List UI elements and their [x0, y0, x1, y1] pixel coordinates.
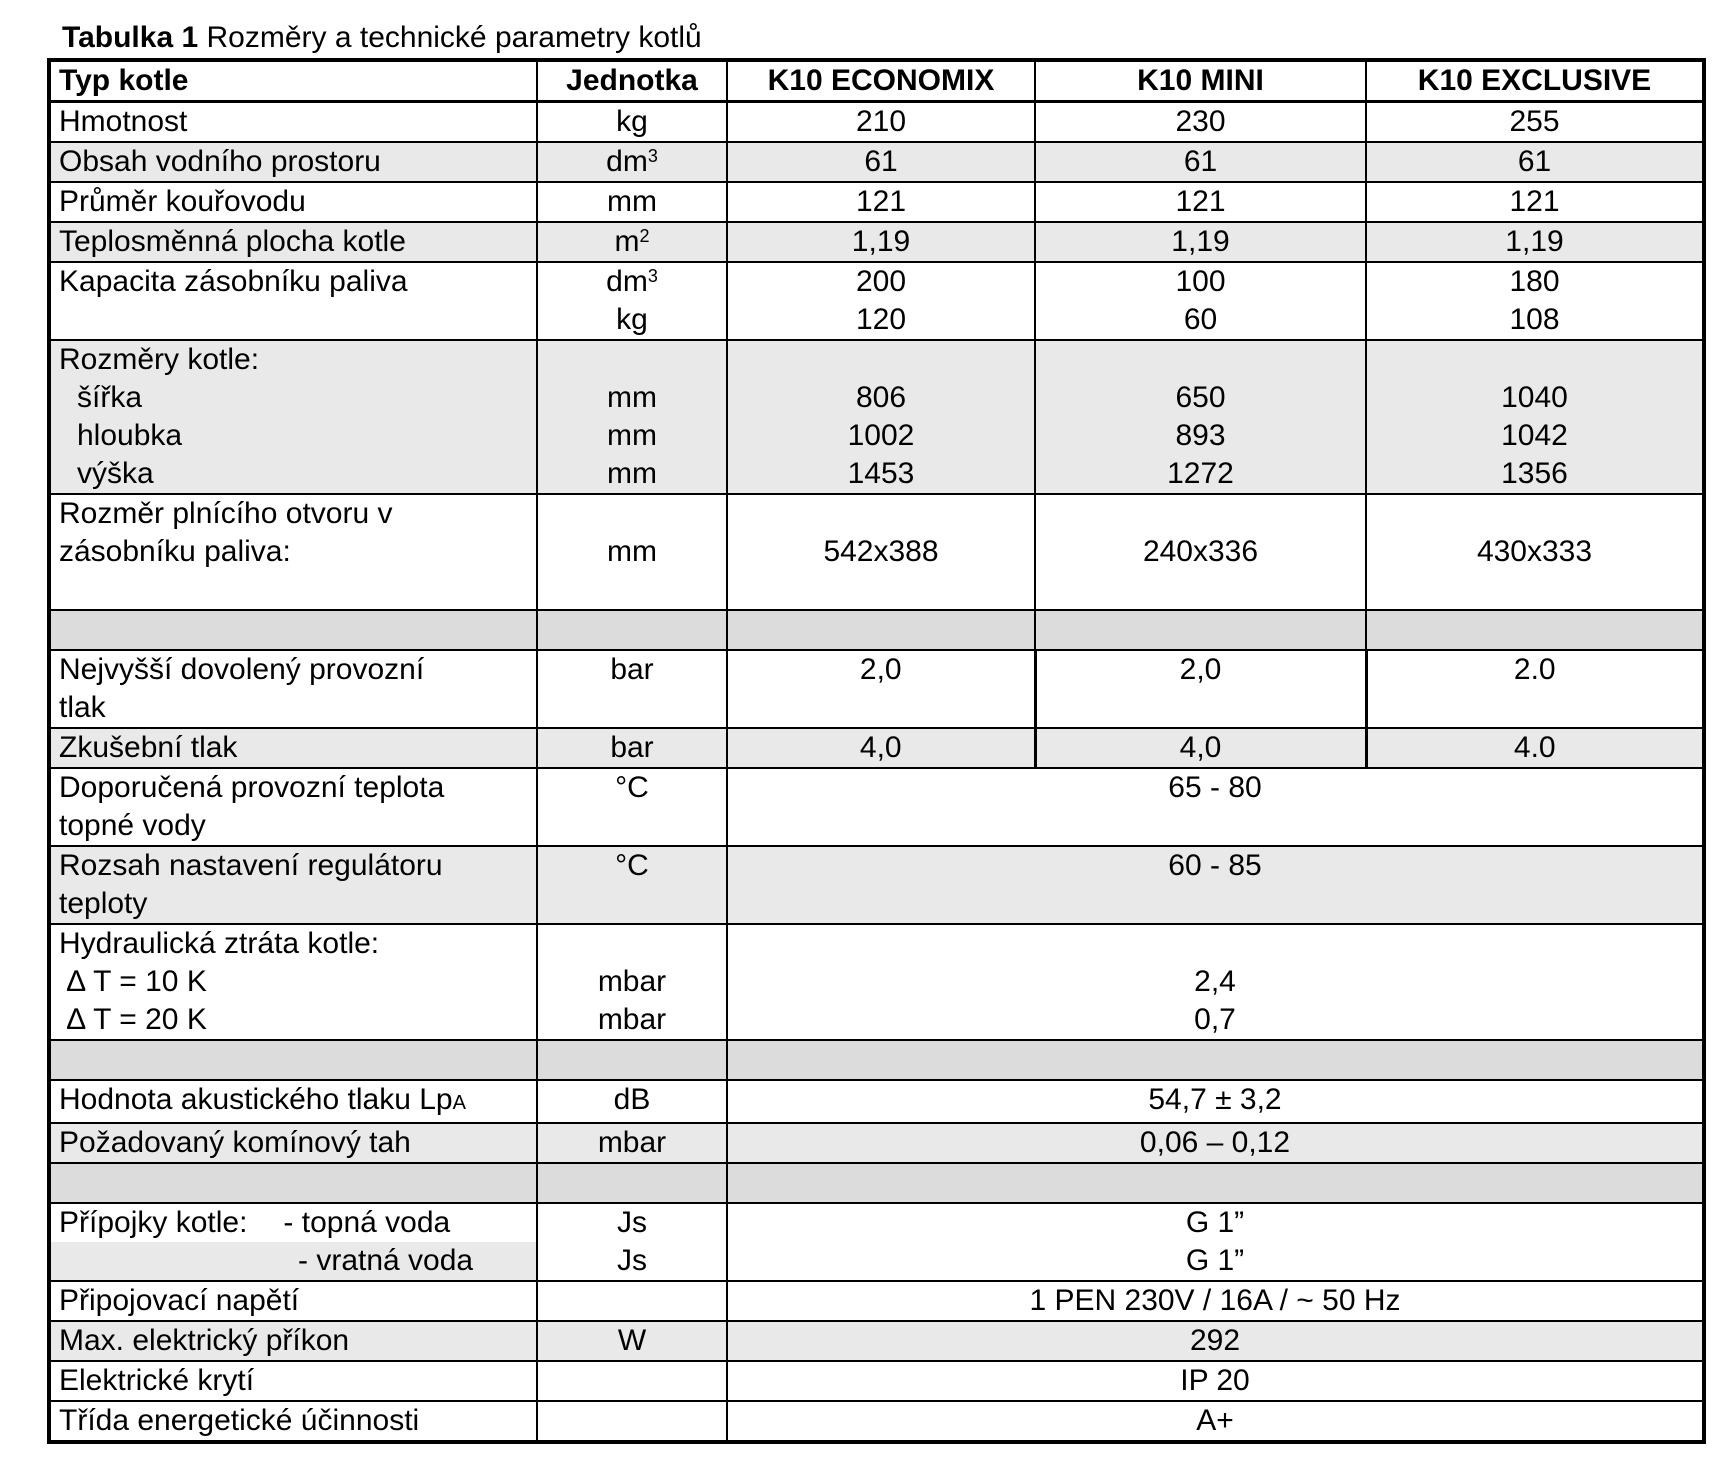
value-mini: 230 — [1035, 102, 1366, 143]
value-line: 2,4 — [1194, 965, 1236, 998]
table-row — [49, 222, 1704, 262]
value-economix — [727, 340, 1035, 494]
header-economix: K10 ECONOMIX — [727, 60, 1035, 102]
row-label — [49, 1203, 537, 1281]
value-all-models: IP 20 — [727, 1361, 1704, 1401]
value-line: 0,7 — [1194, 1003, 1236, 1036]
separator-row — [49, 1163, 1704, 1203]
row-label-line: Doporučená provozní teplota — [59, 771, 445, 804]
row-sublabel: výška — [77, 457, 154, 490]
unit-base: m — [614, 225, 640, 258]
value-all-models — [727, 924, 1704, 1040]
caption-number: Tabulka 1 — [62, 21, 199, 54]
row-label: Kapacita zásobníku paliva — [49, 262, 537, 340]
value-line: 650 — [1175, 381, 1226, 414]
row-label — [49, 768, 537, 846]
table-row — [49, 1080, 1704, 1123]
row-label-main: Hydraulická ztráta kotle: — [59, 927, 380, 960]
header-row — [49, 60, 1704, 102]
value-line: 1042 — [1501, 419, 1568, 452]
unit-base: dm — [606, 265, 648, 298]
value-line: 200 — [855, 265, 907, 298]
value-economix — [727, 494, 1035, 610]
header-exclusive: K10 EXCLUSIVE — [1366, 60, 1704, 102]
value-line: 806 — [855, 381, 907, 414]
separator-cell — [1366, 610, 1704, 650]
value-mini — [1035, 494, 1366, 610]
value-line: 1002 — [847, 419, 915, 452]
row-label-main: Rozměry kotle: — [59, 343, 260, 376]
value-economix: 210 — [727, 102, 1035, 143]
row-label: Průměr kouřovodu — [49, 182, 537, 222]
value-line: 1272 — [1167, 457, 1234, 490]
value-all-models: A+ — [727, 1401, 1704, 1442]
unit-line: mm — [607, 381, 657, 414]
value-all-models: 65 - 80 — [727, 768, 1704, 846]
value-exclusive: 61 — [1366, 142, 1704, 182]
row-label — [49, 650, 537, 728]
table-row — [49, 182, 1704, 222]
row-label: Elektrické krytí — [49, 1361, 537, 1401]
row-sublabel: šířka — [77, 381, 143, 414]
caption-text: Rozměry a technické parametry kotlů — [198, 21, 702, 54]
row-unit — [537, 494, 727, 610]
row-unit — [537, 924, 727, 1040]
separator-cell — [537, 1040, 727, 1080]
value-exclusive: 1,19 — [1366, 222, 1704, 262]
value-line: 180 — [1509, 265, 1560, 298]
row-label-main: Přípojky kotle: — [59, 1206, 248, 1239]
row-sublabel: - topná voda — [283, 1206, 451, 1239]
unit-line: mm — [607, 419, 657, 452]
row-sublabel: hloubka — [77, 419, 183, 452]
table-row — [49, 1203, 1704, 1281]
value-exclusive: 121 — [1366, 182, 1704, 222]
row-unit: W — [537, 1321, 727, 1361]
value-all-models: 60 - 85 — [727, 846, 1704, 924]
unit-line: kg — [616, 303, 648, 336]
row-unit: bar — [537, 728, 727, 768]
value-line: 542x388 — [823, 535, 939, 568]
value-mini: 2,0 — [1035, 650, 1366, 728]
row-label-line: tlak — [59, 691, 106, 724]
value-all-models: 1 PEN 230V / 16A / ~ 50 Hz — [727, 1281, 1704, 1321]
row-unit: °C — [537, 846, 727, 924]
unit-line: mbar — [597, 965, 667, 998]
row-unit: mm — [537, 182, 727, 222]
separator-cell — [727, 610, 1035, 650]
row-unit — [537, 1203, 727, 1281]
row-label — [49, 1080, 537, 1123]
value-exclusive — [1366, 340, 1704, 494]
separator-cell — [727, 1163, 1704, 1203]
table-caption — [62, 20, 702, 56]
value-line: 1356 — [1501, 457, 1568, 490]
table-row — [49, 924, 1704, 1040]
separator-row — [49, 610, 1704, 650]
unit-exponent: 3 — [647, 146, 658, 166]
row-label: Max. elektrický příkon — [49, 1321, 537, 1361]
unit-exponent: 2 — [639, 226, 650, 246]
row-label-line — [51, 1204, 536, 1242]
separator-cell — [727, 1040, 1704, 1080]
value-exclusive — [1366, 494, 1704, 610]
row-label: Požadovaný komínový tah — [49, 1123, 537, 1163]
row-label-line — [51, 1242, 536, 1280]
row-label — [49, 340, 537, 494]
row-label-line: zásobníku paliva: — [59, 535, 291, 568]
row-unit: kg — [537, 102, 727, 143]
value-line: 893 — [1175, 419, 1226, 452]
separator-cell — [537, 610, 727, 650]
row-label: Hmotnost — [49, 102, 537, 143]
value-line: 100 — [1175, 265, 1226, 298]
value-economix: 121 — [727, 182, 1035, 222]
value-line: 60 — [1183, 303, 1218, 336]
value-mini: 4,0 — [1035, 728, 1366, 768]
row-label-line: Rozsah nastavení regulátoru — [59, 849, 443, 882]
separator-row — [49, 1040, 1704, 1080]
unit-line: Js — [617, 1244, 647, 1277]
row-unit: dB — [537, 1080, 727, 1123]
value-exclusive — [1366, 262, 1704, 340]
value-mini: 121 — [1035, 182, 1366, 222]
row-unit — [537, 262, 727, 340]
unit-exponent: 3 — [647, 266, 658, 286]
row-label: Připojovací napětí — [49, 1281, 537, 1321]
table-row — [49, 768, 1704, 846]
separator-cell — [537, 1163, 727, 1203]
value-line: 430x333 — [1476, 535, 1593, 568]
table-row — [49, 1281, 1704, 1321]
row-unit — [537, 1281, 727, 1321]
header-mini: K10 MINI — [1035, 60, 1366, 102]
row-unit — [537, 1401, 727, 1442]
row-label — [49, 924, 537, 1040]
table-row — [49, 340, 1704, 494]
row-label-line: Rozměr plnícího otvoru v — [59, 497, 393, 530]
boiler-parameters-table — [47, 58, 1706, 1444]
header-unit: Jednotka — [537, 60, 727, 102]
separator-cell — [49, 1040, 537, 1080]
row-label-text: Hodnota akustického tlaku Lp — [59, 1083, 453, 1116]
value-economix: 1,19 — [727, 222, 1035, 262]
row-label-line: topné vody — [59, 809, 206, 842]
table-row — [49, 102, 1704, 143]
row-unit — [537, 340, 727, 494]
row-label: Třída energetické účinnosti — [49, 1401, 537, 1442]
row-sublabel: ∆ T = 10 K — [67, 965, 207, 998]
separator-cell — [49, 1163, 537, 1203]
unit-line: mm — [607, 535, 657, 568]
value-all-models: 0,06 – 0,12 — [727, 1123, 1704, 1163]
row-unit — [537, 222, 727, 262]
row-label — [49, 846, 537, 924]
unit-line: mm — [607, 457, 657, 490]
row-unit: mbar — [537, 1123, 727, 1163]
table-row — [49, 1361, 1704, 1401]
value-economix: 2,0 — [727, 650, 1035, 728]
table-row — [49, 1401, 1704, 1442]
value-mini — [1035, 262, 1366, 340]
value-economix: 4,0 — [727, 728, 1035, 768]
unit-line — [546, 263, 718, 301]
row-label: Obsah vodního prostoru — [49, 142, 537, 182]
table-row — [49, 142, 1704, 182]
separator-cell — [49, 610, 537, 650]
row-label-line: teploty — [59, 887, 148, 920]
row-unit: bar — [537, 650, 727, 728]
value-all-models: 292 — [727, 1321, 1704, 1361]
row-label: Teplosměnná plocha kotle — [49, 222, 537, 262]
value-exclusive: 2.0 — [1366, 650, 1704, 728]
value-economix — [727, 262, 1035, 340]
value-line: 120 — [855, 303, 907, 336]
value-line: 1040 — [1501, 381, 1568, 414]
row-unit — [537, 1361, 727, 1401]
row-unit — [537, 142, 727, 182]
value-all-models: 54,7 ± 3,2 — [727, 1080, 1704, 1123]
value-all-models — [727, 1203, 1704, 1281]
row-label-line: Nejvyšší dovolený provozní — [59, 653, 425, 686]
unit-base: dm — [606, 145, 648, 178]
value-mini — [1035, 340, 1366, 494]
value-line: G 1” — [1185, 1244, 1245, 1277]
table-row — [49, 1123, 1704, 1163]
value-line: 1453 — [847, 457, 915, 490]
row-unit: °C — [537, 768, 727, 846]
table-row — [49, 262, 1704, 340]
row-label-subscript: A — [452, 1092, 466, 1114]
table-row — [49, 1321, 1704, 1361]
separator-cell — [1035, 610, 1366, 650]
value-economix: 61 — [727, 142, 1035, 182]
table-row — [49, 846, 1704, 924]
value-exclusive: 4.0 — [1366, 728, 1704, 768]
row-label: Zkušební tlak — [49, 728, 537, 768]
value-line: 240x336 — [1142, 535, 1259, 568]
unit-line: mbar — [597, 1003, 667, 1036]
row-sublabel: - vratná voda — [298, 1244, 474, 1277]
value-line: G 1” — [1185, 1206, 1245, 1239]
value-exclusive: 255 — [1366, 102, 1704, 143]
header-type: Typ kotle — [49, 60, 537, 102]
value-line: 108 — [1509, 303, 1560, 336]
value-mini: 1,19 — [1035, 222, 1366, 262]
row-sublabel: ∆ T = 20 K — [67, 1003, 207, 1036]
row-label — [49, 494, 537, 610]
table-row — [49, 494, 1704, 610]
unit-line: Js — [617, 1206, 647, 1239]
table-row — [49, 650, 1704, 728]
table-row — [49, 728, 1704, 768]
value-mini: 61 — [1035, 142, 1366, 182]
